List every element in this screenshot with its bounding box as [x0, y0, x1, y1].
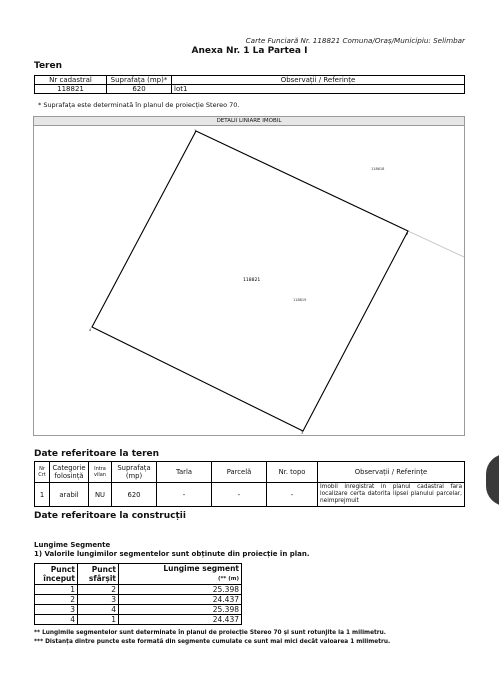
segmente-note-2: *** Distanța dintre puncte este formată din segmente cumulate ce sunt mai mici decât valoarea 1 milimetru.	[34, 639, 391, 645]
cell-start: 4	[35, 615, 78, 625]
table-row	[35, 85, 465, 94]
col-punct-inceput: Punct început	[35, 564, 78, 585]
cell-start: 2	[35, 595, 78, 605]
cell-end: 2	[78, 585, 119, 595]
table-row	[35, 595, 242, 605]
col-lungime-unit: (** (m)	[218, 576, 239, 582]
segmente-title: Lungime Segmente	[34, 541, 111, 549]
teren-table	[34, 75, 465, 94]
col-punct-sfarsit: Punct sfârșit	[78, 564, 119, 585]
cell-observatii: Imobil inregistrat in planul cadastral fara localizare certa datorita lipsei planului parcelar, neimprejmuit	[318, 483, 465, 507]
table-row	[35, 605, 242, 615]
table-row	[35, 564, 242, 585]
teren-note: * Suprafața este determinată în planul de proiecție Stereo 70.	[38, 101, 240, 109]
carte-funciara-header: Carte Funciară Nr. 118821 Comuna/Oraș/Municipiu: Selimbar	[245, 36, 465, 45]
plan-panel	[33, 116, 465, 436]
cell-start: 1	[35, 585, 78, 595]
table-row	[35, 76, 465, 85]
segmente-table	[34, 563, 242, 625]
segmente-subtitle: 1) Valorile lungimilor segmentelor sunt obținute din proiecție în plan.	[34, 550, 310, 558]
cell-suprafata: 620	[107, 85, 172, 94]
point-label-1: 1	[194, 129, 197, 133]
parcel-plan-drawing	[34, 126, 464, 435]
annex-title: Anexa Nr. 1 La Partea I	[191, 46, 308, 56]
cell-tarla: -	[157, 483, 212, 507]
col-nr-cadastral: Nr cadastral	[35, 76, 107, 85]
cell-categorie: arabil	[50, 483, 89, 507]
cell-length: 25.398	[119, 605, 242, 615]
neighbor-boundary-line	[408, 231, 464, 257]
table-row	[35, 615, 242, 625]
table-row	[35, 483, 465, 507]
date-constructii-title: Date referitoare la construcții	[34, 511, 186, 521]
cell-nr-crt: 1	[35, 483, 50, 507]
col-observatii: Observații / Referințe	[172, 76, 465, 85]
col-nr-topo: Nr. topo	[267, 462, 318, 483]
inner-parcel-label: 118819	[293, 298, 307, 302]
cell-observatii: lot1	[172, 85, 465, 94]
segmente-note-1: ** Lungimile segmentelor sunt determinate în planul de proiecție Stereo 70 și sunt rotunjite la 1 milimetru.	[34, 630, 386, 636]
neighbor-parcel-label: 118618	[371, 167, 385, 171]
col-nr-crt: Nr Crt	[35, 462, 50, 483]
table-row	[35, 585, 242, 595]
date-teren-table	[34, 461, 465, 507]
cell-suprafata: 620	[112, 483, 157, 507]
cell-length: 24.437	[119, 615, 242, 625]
point-label-2: 2	[406, 232, 409, 236]
cell-start: 3	[35, 605, 78, 615]
plan-title: DETALII LINIARE IMOBIL	[34, 117, 464, 126]
cell-length: 24.437	[119, 595, 242, 605]
cell-end: 3	[78, 595, 119, 605]
col-suprafata: Suprafața (mp)	[112, 462, 157, 483]
col-intravilan: Intra vilan	[89, 462, 112, 483]
col-observatii: Observații / Referințe	[318, 462, 465, 483]
col-lungime	[119, 564, 242, 585]
col-parcela: Parcelă	[212, 462, 267, 483]
cell-nr-cadastral: 118821	[35, 85, 107, 94]
cell-end: 4	[78, 605, 119, 615]
date-teren-title: Date referitoare la teren	[34, 449, 160, 459]
col-categorie: Categorie folosință	[50, 462, 89, 483]
teren-title: Teren	[34, 61, 62, 71]
parcel-number-label: 118821	[243, 278, 261, 283]
side-scroll-tab[interactable]	[486, 454, 499, 506]
point-label-3: 3	[301, 431, 304, 435]
cell-nr-topo: -	[267, 483, 318, 507]
cell-length: 25.398	[119, 585, 242, 595]
point-label-4: 4	[89, 328, 92, 332]
cell-end: 1	[78, 615, 119, 625]
col-lungime-label: Lungime segment	[163, 564, 239, 573]
cell-parcela: -	[212, 483, 267, 507]
cell-intravilan: NU	[89, 483, 112, 507]
col-suprafata: Suprafața (mp)*	[107, 76, 172, 85]
table-row	[35, 462, 465, 483]
col-tarla: Tarla	[157, 462, 212, 483]
